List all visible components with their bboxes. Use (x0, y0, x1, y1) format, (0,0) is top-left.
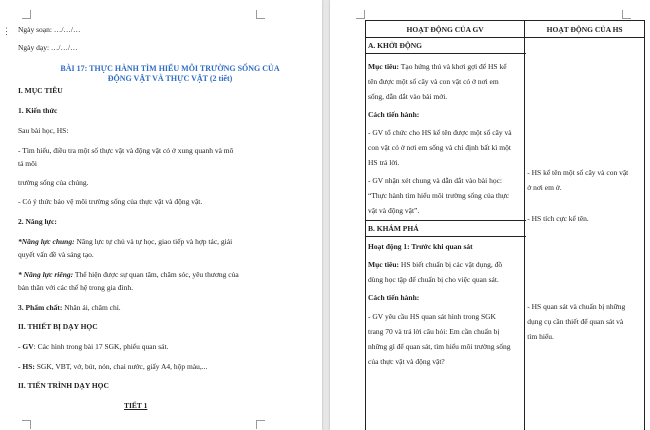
section-competence: 2. Năng lực: (18, 217, 57, 226)
quality-line: 3. Phẩm chất: Nhân ái, chăm chỉ. (18, 303, 121, 312)
cell-line: tìm hiểu. (527, 332, 554, 341)
cell-line: tên được một số cây và con vật có ở nơi em (368, 77, 499, 86)
body-line: trường sống của chúng. (18, 178, 89, 187)
table-header-row (366, 21, 645, 38)
body-line: bản thân với các thế hệ trong gia đình. (18, 283, 133, 292)
student-equipment-line: - HS: SGK, VBT, vở, bút, nón, chai nước, giấy A4, hộp màu,... (18, 362, 208, 371)
cell-line: - GV yêu cầu HS quan sát hình trong SGK (368, 312, 496, 321)
cell-line: sống, dẫn dắt vào bài mới. (368, 92, 448, 101)
method-heading: Cách tiến hành: (368, 293, 420, 302)
lesson-title-line2: ĐỘNG VẬT VÀ THỰC VẬT (2 tiết) (107, 74, 233, 83)
row-divider (365, 53, 526, 54)
cell-line: vật và động vật”. (368, 206, 420, 215)
section-objectives: I. MỤC TIÊU (18, 86, 63, 95)
cell-line: những gì để quan sát, tìm hiểu môi trường sống (368, 342, 511, 351)
section-equipment: II. THIẾT BỊ DẠY HỌC (18, 322, 98, 331)
table-row (366, 38, 645, 430)
objective-line: Mục tiêu: HS biết chuẩn bị các vật dụng, đồ (368, 260, 503, 269)
method-heading: Cách tiến hành: (368, 110, 420, 119)
cell-line: dụng cụ cần thiết để quan sát và (527, 317, 624, 326)
activity-table (365, 20, 645, 430)
cell-line: con vật có ở nơi em sống và chỉ định bất kì một (368, 143, 511, 152)
date-taught: Ngày dạy: …/…/… (18, 43, 78, 52)
body-line: quyết vấn đề và sáng tạo. (18, 250, 94, 259)
page-corner-mark (22, 10, 31, 19)
column-header-teacher: HOẠT ĐỘNG CỦA GV (366, 21, 525, 38)
cell-line: dùng học tập để chuẩn bị cho việc quan sát. (368, 275, 499, 284)
page-corner-mark (256, 420, 265, 429)
cell-line: - GV tổ chức cho HS kể tên được một số cây và (368, 128, 512, 137)
cell-line: - HS quan sát và chuẩn bị những (527, 302, 626, 311)
text-cursor-mark: ⋮ (2, 26, 11, 36)
section-process: II. TIẾN TRÌNH DẠY HỌC (18, 381, 109, 390)
objective-line: Mục tiêu: Tạo hứng thú và khơi gợi để HS kể (368, 62, 507, 71)
section-knowledge: 1. Kiến thức (18, 106, 58, 115)
cell-line: HS trả lời. (368, 158, 400, 167)
period-label: TIẾT 1 (124, 401, 148, 410)
document-page-right (330, 0, 650, 430)
body-line: - Tìm hiểu, điều tra một số thực vật và động vật có ở xung quanh và mô (18, 146, 234, 155)
activity-1-heading: Hoạt động 1: Trước khi quan sát (368, 242, 473, 251)
body-line: tả môi (18, 159, 37, 168)
cell-line: ở nơi em ở. (527, 183, 562, 192)
student-activity-cell (525, 38, 645, 430)
page-corner-mark (356, 10, 365, 19)
column-header-student: HOẠT ĐỘNG CỦA HS (525, 21, 645, 38)
section-warmup: A. KHỞI ĐỘNG (368, 41, 422, 50)
document-page-left (0, 0, 322, 430)
section-explore: B. KHÁM PHÁ (368, 224, 419, 233)
lesson-title-line1: BÀI 17: THỰC HÀNH TÌM HIỂU MÔI TRƯỜNG SỐNG CỦA (60, 64, 280, 73)
row-divider (365, 236, 526, 237)
cell-line: trang 70 và trả lời câu hỏi: Em cần chuẩn bị (368, 327, 500, 336)
general-competence-line: *Năng lực chung: Năng lực tự chủ và tự học, giao tiếp và hợp tác, giải (18, 237, 233, 246)
page-corner-mark (22, 420, 31, 429)
body-line: - Có ý thức bảo vệ môi trường sống của thực vật và động vật. (18, 197, 203, 206)
cell-line: “Thực hành tìm hiểu môi trường sống của thực (368, 191, 510, 200)
cell-line: - GV nhận xét chung và dẫn dắt vào bài học: (368, 176, 502, 185)
specific-competence-line: * Năng lực riêng: Thể hiện được sự quan tâm, chăm sóc, yêu thương của (18, 270, 239, 279)
page-corner-mark (256, 10, 265, 19)
teacher-activity-cell (366, 38, 525, 430)
cell-line: của thực vật và động vật? (368, 357, 445, 366)
cell-line: - HS kể tên một số cây và con vật (527, 168, 629, 177)
row-divider (365, 220, 526, 221)
teacher-equipment-line: - GV: Các hình trong bài 17 SGK, phiếu quan sát. (18, 342, 169, 351)
body-line: Sau bài học, HS: (18, 126, 69, 135)
page-corner-mark (622, 10, 631, 19)
cell-line: - HS tích cực kể tên. (527, 214, 589, 223)
date-prepared: Ngày soạn: …/…/… (18, 25, 81, 34)
